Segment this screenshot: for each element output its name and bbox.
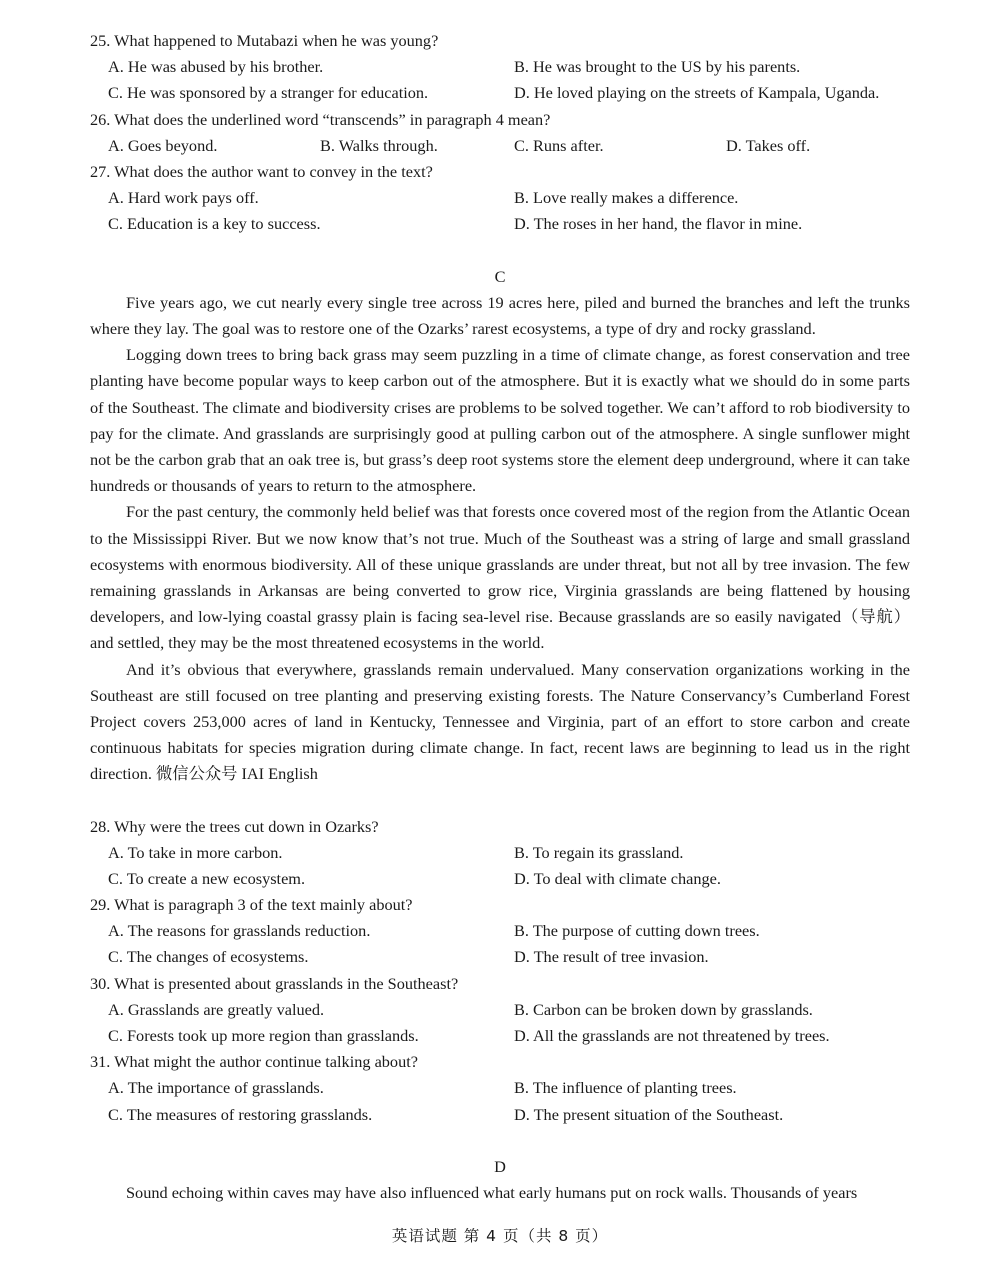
question-stem: 29. What is paragraph 3 of the text mainly about? [90,895,413,915]
question-26 [90,107,910,159]
question-25 [90,28,910,107]
section-heading-d: D [494,1156,506,1176]
option-d: D. To deal with climate change. [514,868,721,888]
question-stem [90,107,910,133]
option-d: D. All the grasslands are not threatened by trees. [514,1026,830,1046]
question-31 [90,1049,910,1128]
options-row [90,840,910,866]
passage-paragraph: Logging down trees to bring back grass may seem puzzling in a time of climate change, as forest conservation and tree planting have become popular ways to keep carbon out of the atmosphere. But it is exactly what we should do in some parts of the Southeast. The climate and biodiversity crises are problems to be solved together. We can’t afford to rob biodiversity to pay for the climate. And grasslands are surprisingly good at pulling carbon out of the atmosphere. A single sunflower might not be the carbon grab that an oak tree is, but grass’s deep root systems store the element deep underground, where it can take hundreds or thousands of years to return to the atmosphere. [90,345,910,496]
option-c: C. The measures of restoring grasslands. [108,1104,373,1124]
spacer [90,238,910,264]
question-stem: 30. What is presented about grasslands in the Southeast? [90,973,459,993]
option-c: C. To create a new ecosystem. [108,868,306,888]
question-29 [90,892,910,971]
question-stem: 28. Why were the trees cut down in Ozarks? [90,816,379,836]
question-stem: 31. What might the author continue talking about? [90,1052,418,1072]
option-c: C. Education is a key to success. [108,214,321,234]
option-d: D. Takes off. [726,135,811,155]
option-b: B. Love really makes a difference. [514,188,739,208]
options-row [90,944,910,970]
option-a: A. Hard work pays off. [108,188,259,208]
passage-paragraph: Five years ago, we cut nearly every single tree across 19 acres here, piled and burned the branches and left the trunks where they lay. The goal was to restore one of the Ozarks’ rarest ecosystems, a type of dry and rocky grassland. [90,292,910,338]
options-row [90,80,910,106]
option-d: D. The roses in her hand, the flavor in mine. [514,214,803,234]
options-row [90,185,910,211]
option-d: D. He loved playing on the streets of Kampala, Uganda. [514,83,880,103]
section-heading-c: C [494,266,506,286]
underlined-word: transcends [329,109,399,129]
option-b: B. The influence of planting trees. [514,1078,737,1098]
stem-start: 26. What does the underlined word “ [90,109,330,129]
option-c: C. Forests took up more region than grasslands. [108,1026,419,1046]
question-stem: 25. What happened to Mutabazi when he was young? [90,31,439,50]
options-row [90,918,910,944]
option-a: A. To take in more carbon. [108,842,283,862]
option-c: C. Runs after. [514,135,604,155]
options-row [90,54,910,80]
options-row [90,997,910,1023]
options-row [90,866,910,892]
question-27 [90,159,910,238]
passage-paragraph: And it’s obvious that everywhere, grasslands remain undervalued. Many conservation organizations working in the Southeast are still focused on tree planting and preserving existing forests. The Nature Conservancy’s Cumberland Forest Project covers 253,000 acres of land in Kentucky, Tennessee and Virginia, part of an effort to store carbon and create continuous habitats for species migration during climate change. In fact, recent laws are beginning to lead us in the right direction. 微信公众号 IAI English [90,659,910,784]
option-a: A. The importance of grasslands. [108,1078,324,1098]
options-row [90,1023,910,1049]
option-a: A. The reasons for grasslands reduction. [108,921,371,941]
passage-paragraph: Sound echoing within caves may have also influenced what early humans put on rock walls. Thousands of years [126,1182,858,1202]
page-footer: 英语试题 第 4 页（共 8 页） [391,1227,609,1245]
options-row [90,133,910,159]
option-d: D. The present situation of the Southeast. [514,1104,784,1124]
option-b: B. To regain its grassland. [514,842,684,862]
option-a: A. He was abused by his brother. [108,57,324,77]
question-stem: 27. What does the author want to convey in the text? [90,161,433,181]
option-b: B. Carbon can be broken down by grasslands. [514,999,813,1019]
question-30 [90,971,910,1050]
options-row [90,1102,910,1128]
option-b: B. He was brought to the US by his parents. [514,57,801,77]
spacer [90,1128,910,1154]
option-b: B. Walks through. [320,135,438,155]
question-28 [90,814,910,893]
stem-end: ” in paragraph 4 mean? [398,109,551,129]
spacer [90,788,910,814]
passage-paragraph: For the past century, the commonly held belief was that forests once covered most of the region from the Atlantic Ocean to the Mississippi River. But we now know that’s not true. Much of the Southeast was a string of large and small grassland ecosystems with enormous biodiversity. All of these unique grasslands are under threat, but not all by tree invasion. The few remaining grasslands in Arkansas are being converted to grow rice, Virginia grasslands are being flattened by housing developers, and low-lying coastal grassy plain is facing sea-level rise. Because grasslands are so easily navigated（导航）and settled, they may be the most threatened ecosystems in the world. [90,502,910,653]
option-c: C. The changes of ecosystems. [108,947,309,967]
option-a: A. Goes beyond. [108,135,218,155]
option-d: D. The result of tree invasion. [514,947,709,967]
option-b: B. The purpose of cutting down trees. [514,921,760,941]
option-a: A. Grasslands are greatly valued. [108,999,325,1019]
option-c: C. He was sponsored by a stranger for education. [108,83,429,103]
options-row [90,1075,910,1101]
options-row [90,211,910,237]
exam-page [90,28,910,1206]
